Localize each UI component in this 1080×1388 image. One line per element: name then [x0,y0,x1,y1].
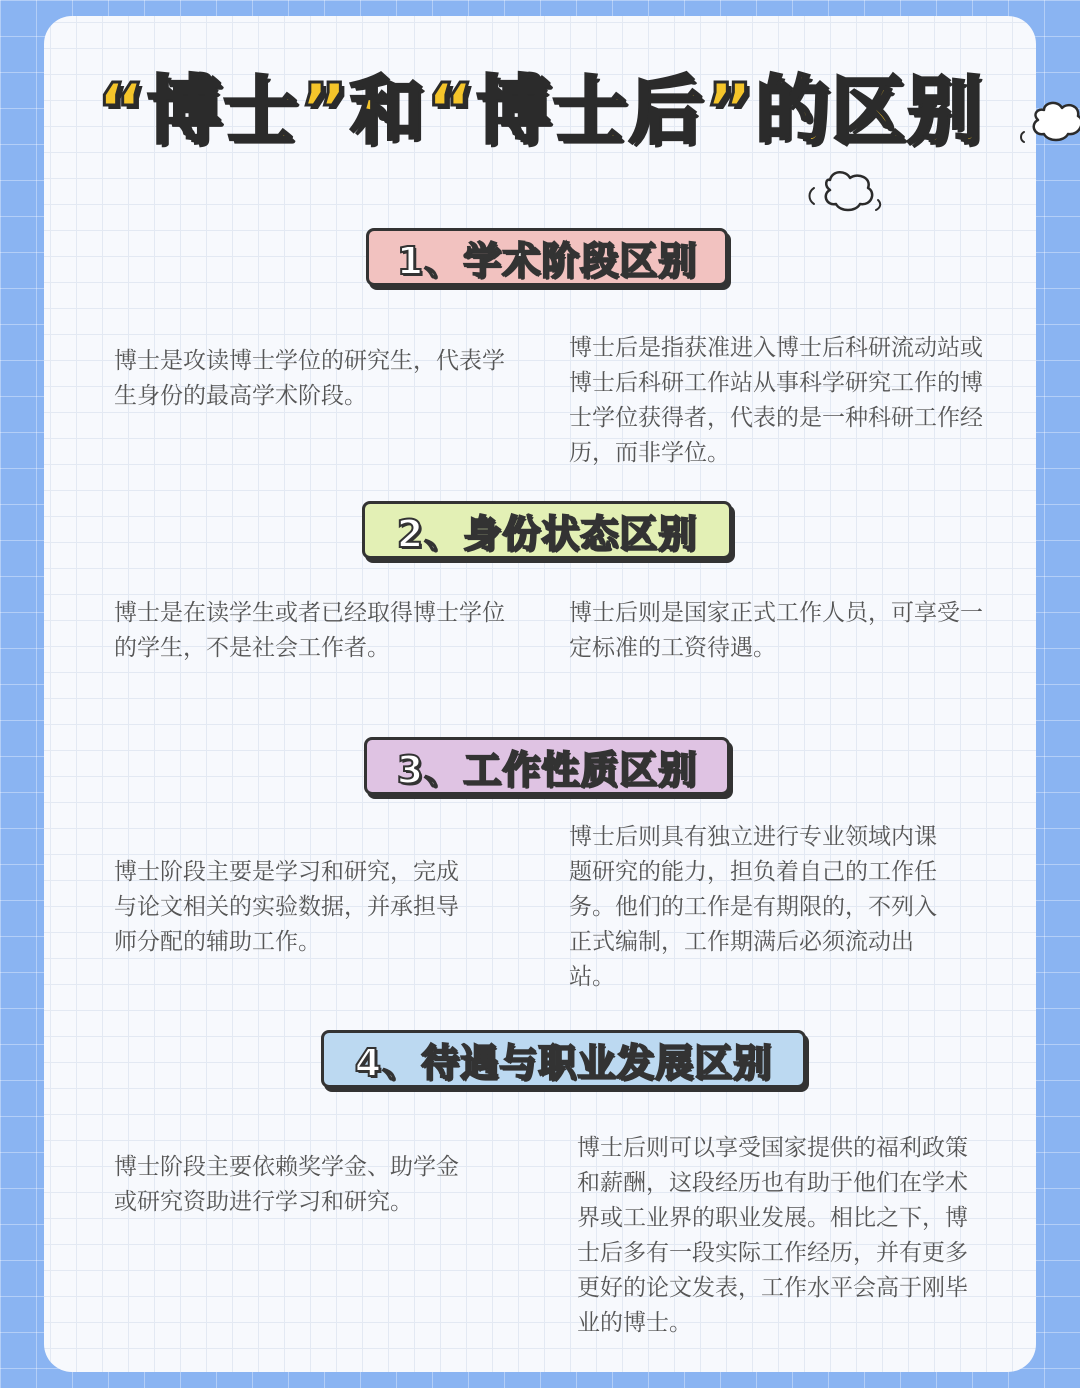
cloud-icon [800,164,890,216]
section-4-right-text: 博士后则可以享受国家提供的福利政策和薪酬，这段经历也有助于他们在学术界或工业界的职业发展。相比之下，博士后多有一段实际工作经历，并有更多更好的论文发表，工作水平会高于刚毕业的博士。 [577,1135,968,1336]
section-2-right-text: 博士后则是国家正式工作人员，可享受一定标准的工资待遇。 [569,600,983,661]
section-header-label: 3、工作性质区别 [396,747,698,792]
cloud-icon [1014,96,1080,160]
section-header-label: 1、学术阶段区别 [396,238,698,283]
section-header-academic-stage [366,228,728,286]
section-2-left-text: 博士是在读学生或者已经取得博士学位的学生，不是社会工作者。 [114,600,505,661]
section-header-label: 4、待遇与职业发展区别 [354,1040,773,1085]
section-header-benefits-career [321,1030,806,1088]
section-header-identity-status [362,501,732,559]
section-1-right-text: 博士后是指获准进入博士后科研流动站或博士后科研工作站从事科学研究工作的博士学位获得者，代表的是一种科研工作经历，而非学位。 [569,335,983,466]
page-title: “博士”和“博士后”的区别 [96,68,984,154]
section-3-left-text: 博士阶段主要是学习和研究，完成与论文相关的实验数据，并承担导师分配的辅助工作。 [114,859,459,955]
section-header-work-nature [364,737,730,795]
section-4-left-text: 博士阶段主要依赖奖学金、助学金或研究资助进行学习和研究。 [114,1154,459,1215]
section-header-label: 2、身份状态区别 [396,511,698,556]
section-1-left-text: 博士是攻读博士学位的研究生，代表学生身份的最高学术阶段。 [114,348,505,409]
section-3-right-text: 博士后则具有独立进行专业领域内课题研究的能力，担负着自己的工作任务。他们的工作是有期限的，不列入正式编制，工作期满后必须流动出站。 [569,824,937,990]
